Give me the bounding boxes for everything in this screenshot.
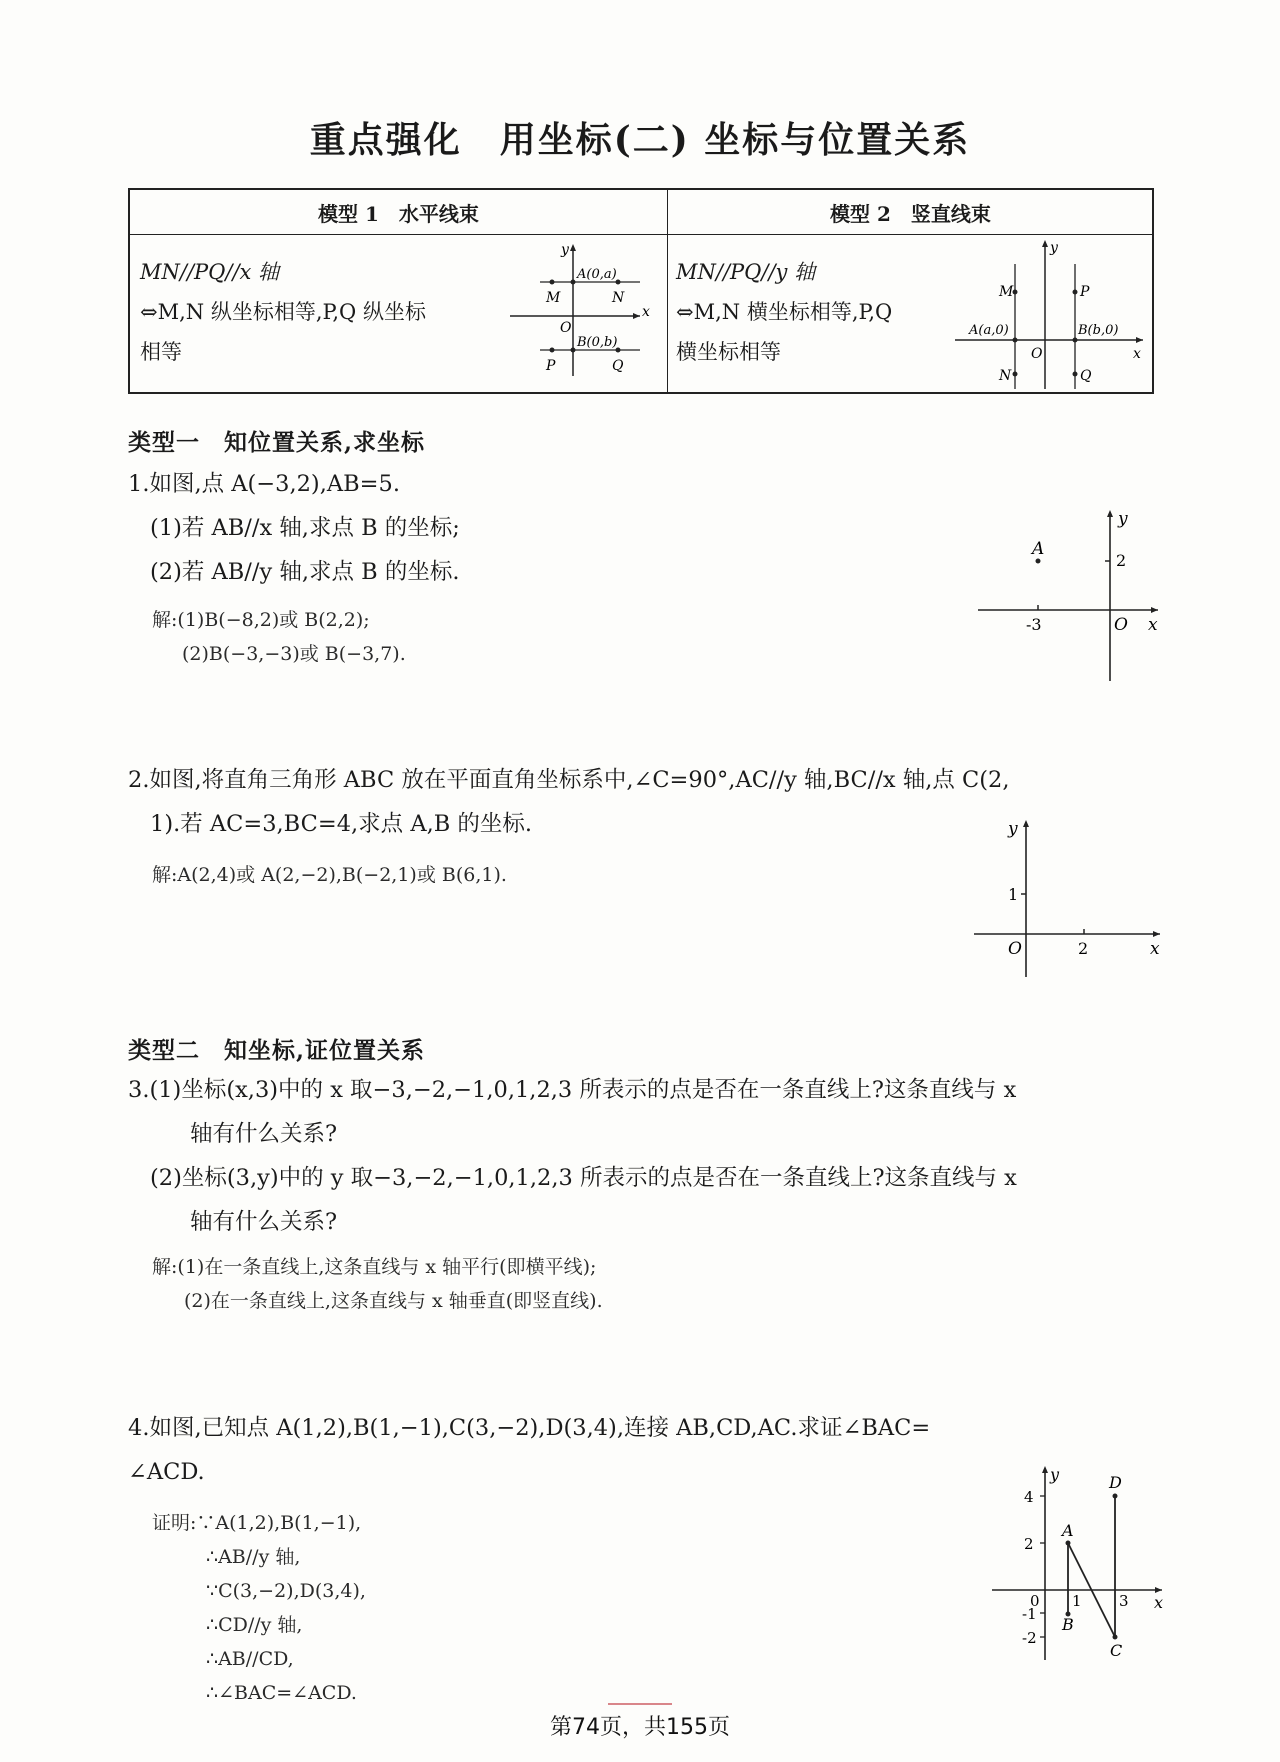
q4-tick-neg2: -2 <box>1022 1629 1037 1647</box>
q4-tick-neg1: -1 <box>1022 1605 1037 1623</box>
section1-heading: 类型一 知位置关系,求坐标 <box>128 429 426 456</box>
m2-point-a: A(a,0) <box>969 323 1009 338</box>
q1-figure <box>968 506 1168 686</box>
q1-y-label: y <box>1118 509 1128 529</box>
m1-point-b: B(0,b) <box>577 335 618 350</box>
q4-origin: 0 <box>1030 1592 1040 1610</box>
q4-proof-line6: ∴∠BAC=∠ACD. <box>206 1682 357 1704</box>
m2-y-label: y <box>1050 240 1058 256</box>
m2-origin: O <box>1031 346 1043 362</box>
q3-answer1: 解:(1)在一条直线上,这条直线与 x 轴平行(即横平线); <box>152 1256 597 1278</box>
m1-origin: O <box>560 320 572 336</box>
q4-proof-line2: ∴AB//y 轴, <box>206 1546 301 1568</box>
q1-answer2: (2)B(−3,−3)或 B(−3,7). <box>182 643 406 665</box>
q1-answer1: 解:(1)B(−8,2)或 B(2,2); <box>152 609 370 631</box>
section2-heading: 类型二 知坐标,证位置关系 <box>128 1037 426 1064</box>
q2-answer: 解:A(2,4)或 A(2,−2),B(−2,1)或 B(6,1). <box>152 864 507 886</box>
m1-point-n: N <box>612 290 625 306</box>
m2-point-q: Q <box>1080 368 1092 384</box>
q4-proof-line1: 证明:∵A(1,2),B(1,−1), <box>152 1512 362 1534</box>
m2-point-b: B(b,0) <box>1078 323 1119 338</box>
page-title: 重点强化 用坐标(二) 坐标与位置关系 <box>309 119 971 161</box>
q1-part1: (1)若 AB//x 轴,求点 B 的坐标; <box>150 515 460 541</box>
q3-part2-line2: 轴有什么关系? <box>190 1209 338 1235</box>
model1-header: 模型 1 水平线束 <box>318 202 479 226</box>
footer-accent <box>608 1703 672 1705</box>
m2-point-n: N <box>999 368 1012 384</box>
q2-tick-1: 1 <box>1008 885 1019 904</box>
model2-header: 模型 2 竖直线束 <box>830 202 991 226</box>
q4-proof-line5: ∴AB//CD, <box>206 1648 294 1670</box>
q1-part2: (2)若 AB//y 轴,求点 B 的坐标. <box>150 559 460 585</box>
q1-stem: 1.如图,点 A(−3,2),AB=5. <box>128 471 400 497</box>
m1-x-label: x <box>642 304 650 320</box>
model1-text: MN//PQ//x 轴 ⇔M,N 纵坐标相等,P,Q 纵坐标 相等 <box>140 260 426 364</box>
q2-y-label: y <box>1008 819 1018 839</box>
q2-x-label: x <box>1150 939 1160 959</box>
q4-stem-line2: ∠ACD. <box>128 1459 205 1485</box>
q1-tick-2: 2 <box>1116 551 1127 570</box>
q4-point-a: A <box>1062 1521 1074 1540</box>
q4-tick-1: 1 <box>1072 1592 1082 1610</box>
m2-point-m: M <box>999 284 1014 300</box>
q2-origin: O <box>1008 939 1022 959</box>
q3-part1-line2: 轴有什么关系? <box>190 1121 338 1147</box>
q4-proof-line3: ∵C(3,−2),D(3,4), <box>206 1580 366 1602</box>
model1-figure <box>490 236 660 386</box>
model2-text: MN//PQ//y 轴 ⇔M,N 横坐标相等,P,Q 横坐标相等 <box>676 260 893 364</box>
q1-x-label: x <box>1148 615 1158 635</box>
q2-figure <box>964 812 1170 980</box>
q4-point-c: C <box>1110 1641 1123 1660</box>
q4-point-d: D <box>1109 1473 1122 1492</box>
q4-stem-line1: 4.如图,已知点 A(1,2),B(1,−1),C(3,−2),D(3,4),连接 AB,CD,AC.求证∠BAC= <box>128 1415 931 1441</box>
m1-y-label: y <box>561 242 569 258</box>
q3-answer2: (2)在一条直线上,这条直线与 x 轴垂直(即竖直线). <box>184 1290 603 1312</box>
m1-point-q: Q <box>612 358 624 374</box>
m2-point-p: P <box>1080 284 1090 300</box>
q1-point-a: A <box>1032 539 1045 559</box>
q3-part2-line1: (2)坐标(3,y)中的 y 取−3,−2,−1,0,1,2,3 所表示的点是否在一条直线上?这条直线与 x <box>150 1165 1017 1191</box>
q4-y-label: y <box>1050 1465 1060 1484</box>
m2-x-label: x <box>1133 346 1141 362</box>
q2-stem-line1: 2.如图,将直角三角形 ABC 放在平面直角坐标系中,∠C=90°,AC//y 轴,BC//x 轴,点 C(2, <box>128 767 1010 793</box>
m1-point-a: A(0,a) <box>577 267 617 282</box>
m1-point-p: P <box>546 358 556 374</box>
q4-tick-3: 3 <box>1119 1592 1129 1610</box>
model2-figure <box>945 234 1150 392</box>
q4-proof-line4: ∴CD//y 轴, <box>206 1614 303 1636</box>
q4-x-label: x <box>1154 1593 1164 1612</box>
q4-tick-2: 2 <box>1024 1535 1034 1553</box>
q1-origin: O <box>1114 615 1128 635</box>
m1-point-m: M <box>546 290 561 306</box>
page-number: 第74页，共155页 <box>550 1715 730 1740</box>
model-table <box>128 188 1154 394</box>
q4-point-b: B <box>1062 1615 1074 1634</box>
q4-figure <box>982 1462 1172 1662</box>
q2-tick-2: 2 <box>1078 939 1089 958</box>
q2-stem-line2: 1).若 AC=3,BC=4,求点 A,B 的坐标. <box>150 811 533 837</box>
q4-tick-4: 4 <box>1024 1488 1034 1506</box>
q1-tick-neg3: -3 <box>1026 615 1042 634</box>
q3-part1-line1: 3.(1)坐标(x,3)中的 x 取−3,−2,−1,0,1,2,3 所表示的点是否在一条直线上?这条直线与 x <box>128 1077 1017 1103</box>
